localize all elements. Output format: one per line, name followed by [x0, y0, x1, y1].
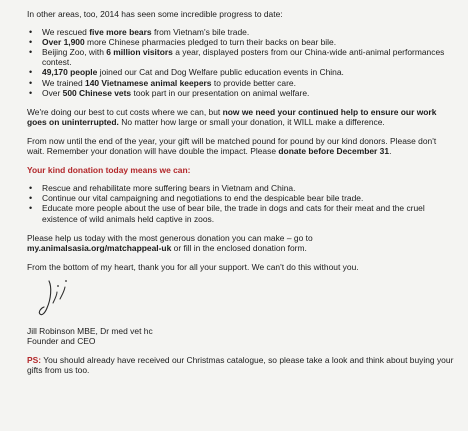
signature-area [27, 272, 454, 326]
list-item: • Over 500 Chinese vets took part in our presentation on animal welfare. [27, 88, 454, 98]
list-item: • 49,170 people joined our Cat and Dog Welfare public education events in China. [27, 67, 454, 77]
donation-link[interactable]: my.animalsasia.org/matchappeal-uk [27, 242, 172, 253]
donation-list [27, 183, 454, 223]
donation-heading: Your kind donation today means we can: [27, 165, 191, 176]
list-item: • Beijing Zoo, with 6 million visitors a year, displayed posters from our China-wide anti-animal performances contest. [27, 47, 454, 67]
list-item: • Continue our vital campaigning and negotiations to end the despicable bear bile trade. [27, 193, 454, 203]
signatory-name: Jill Robinson MBE, Dr med vet hc [27, 325, 153, 336]
list-item: • Over 1,900 more Chinese pharmacies pledged to turn their backs on bear bile. [27, 37, 454, 47]
donate-paragraph: Please help us today with the most generous donation you can make – go to my.animalsasia.org/matchappeal-uk or fill in the enclosed donation form. [27, 232, 313, 253]
appeal-paragraph: We're doing our best to cut costs where we can, but now we need your continued help to ensure our work goes on uninterrupted. No matter how large or small your donation, it WILL make a difference. [27, 106, 437, 127]
list-item: • Rescue and rehabilitate more suffering bears in Vietnam and China. [27, 183, 454, 193]
match-paragraph: From now until the end of the year, your gift will be matched pound for pound by our kind donors. Please don't wait. Remember your donation will have double the impact. Please donate before December 31. [27, 135, 437, 157]
list-item: • Educate more people about the use of bear bile, the trade in dogs and cats for their meat and the cruel existence of wild animals held captive in zoos. [27, 203, 454, 223]
closing-text: From the bottom of my heart, thank you for all your support. We can't do this without you. [27, 261, 359, 272]
signatory-title: Founder and CEO [27, 335, 96, 346]
list-item: • We rescued five more bears from Vietnam's bile trade. [27, 27, 454, 37]
intro-text: In other areas, too, 2014 has seen some incredible progress to date: [27, 9, 283, 19]
signature-image [35, 275, 75, 323]
list-item: • We trained 140 Vietnamese animal keepers to provide better care. [27, 78, 454, 88]
progress-list [27, 27, 454, 98]
postscript: PS: You should already have received our Christmas catalogue, so please take a look and think about buying your gifts from us too. [27, 355, 454, 376]
